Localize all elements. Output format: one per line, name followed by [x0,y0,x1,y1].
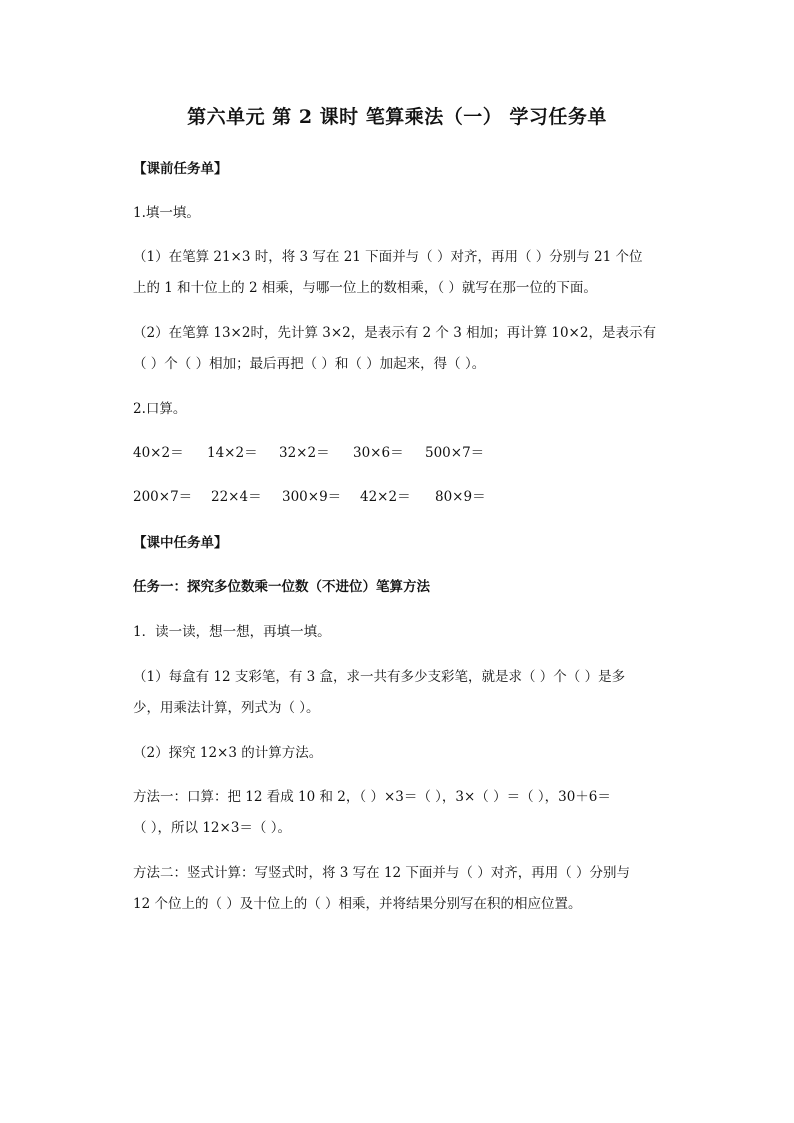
in-class-heading: 【课中任务单】 [133,535,228,551]
mid-q1-2: （2）探究 12×3 的计算方法。 [133,745,323,761]
oral-row-2 [133,488,486,506]
pre-q1-2-line2: （ ）个（ ）相加；最后再把（ ）和（ ）加起来，得（ ）。 [133,356,486,372]
method2-line2: 12 个位上的（ ）及十位上的（ ）相乘，并将结果分别写在积的相应位置。 [133,896,582,912]
oral-item: 32×2＝ [279,445,330,461]
oral-row-1 [133,444,484,462]
pre-q1-1-line1: （1）在笔算 21×3 时，将 3 写在 21 下面并与（ ）对齐，再用（ ）分别与 21 个位 [133,249,643,265]
oral-item: 80×9＝ [435,489,486,505]
pre-q1-label: 1.填一填。 [133,205,200,221]
method1-line1: 方法一：口算：把 12 看成 10 和 2，（ ）×3＝（ ），3×（ ）＝（ ），30＋6＝ [133,789,611,805]
method2-line1: 方法二：竖式计算：写竖式时，将 3 写在 12 下面并与（ ）对齐，再用（ ）分别与 [133,865,631,881]
pre-q1-2-line1: （2）在笔算 13×2时，先计算 3×2，是表示有 2 个 3 相加；再计算 10×2，是表示有 [133,325,656,341]
page-title: 第六单元 第 2 课时 笔算乘法（一） 学习任务单 [187,106,607,128]
oral-item: 200×7＝ [133,489,193,505]
oral-item: 30×6＝ [353,445,404,461]
pre-q2-label: 2.口算。 [133,401,187,417]
pre-class-heading: 【课前任务单】 [133,161,228,177]
oral-item: 500×7＝ [425,445,485,461]
oral-item: 300×9＝ [282,489,342,505]
oral-item: 14×2＝ [207,445,258,461]
task1-title: 任务一：探究多位数乘一位数（不进位）笔算方法 [133,579,430,595]
pre-q1-1-line2: 上的 1 和十位上的 2 相乘，与哪一位上的数相乘，（ ）就写在那一位的下面。 [133,280,597,296]
mid-q1-1-line2: 少，用乘法计算，列式为（ ）。 [133,700,320,716]
oral-item: 40×2＝ [133,445,184,461]
oral-item: 22×4＝ [211,489,262,505]
oral-item: 42×2＝ [360,489,411,505]
mid-q1-1-line1: （1）每盒有 12 支彩笔，有 3 盒，求一共有多少支彩笔，就是求（ ）个（ ）是多 [133,669,626,685]
mid-q1-label: 1．读一读，想一想，再填一填。 [133,624,331,640]
method1-line2: （ ），所以 12×3＝（ ）。 [133,820,291,836]
